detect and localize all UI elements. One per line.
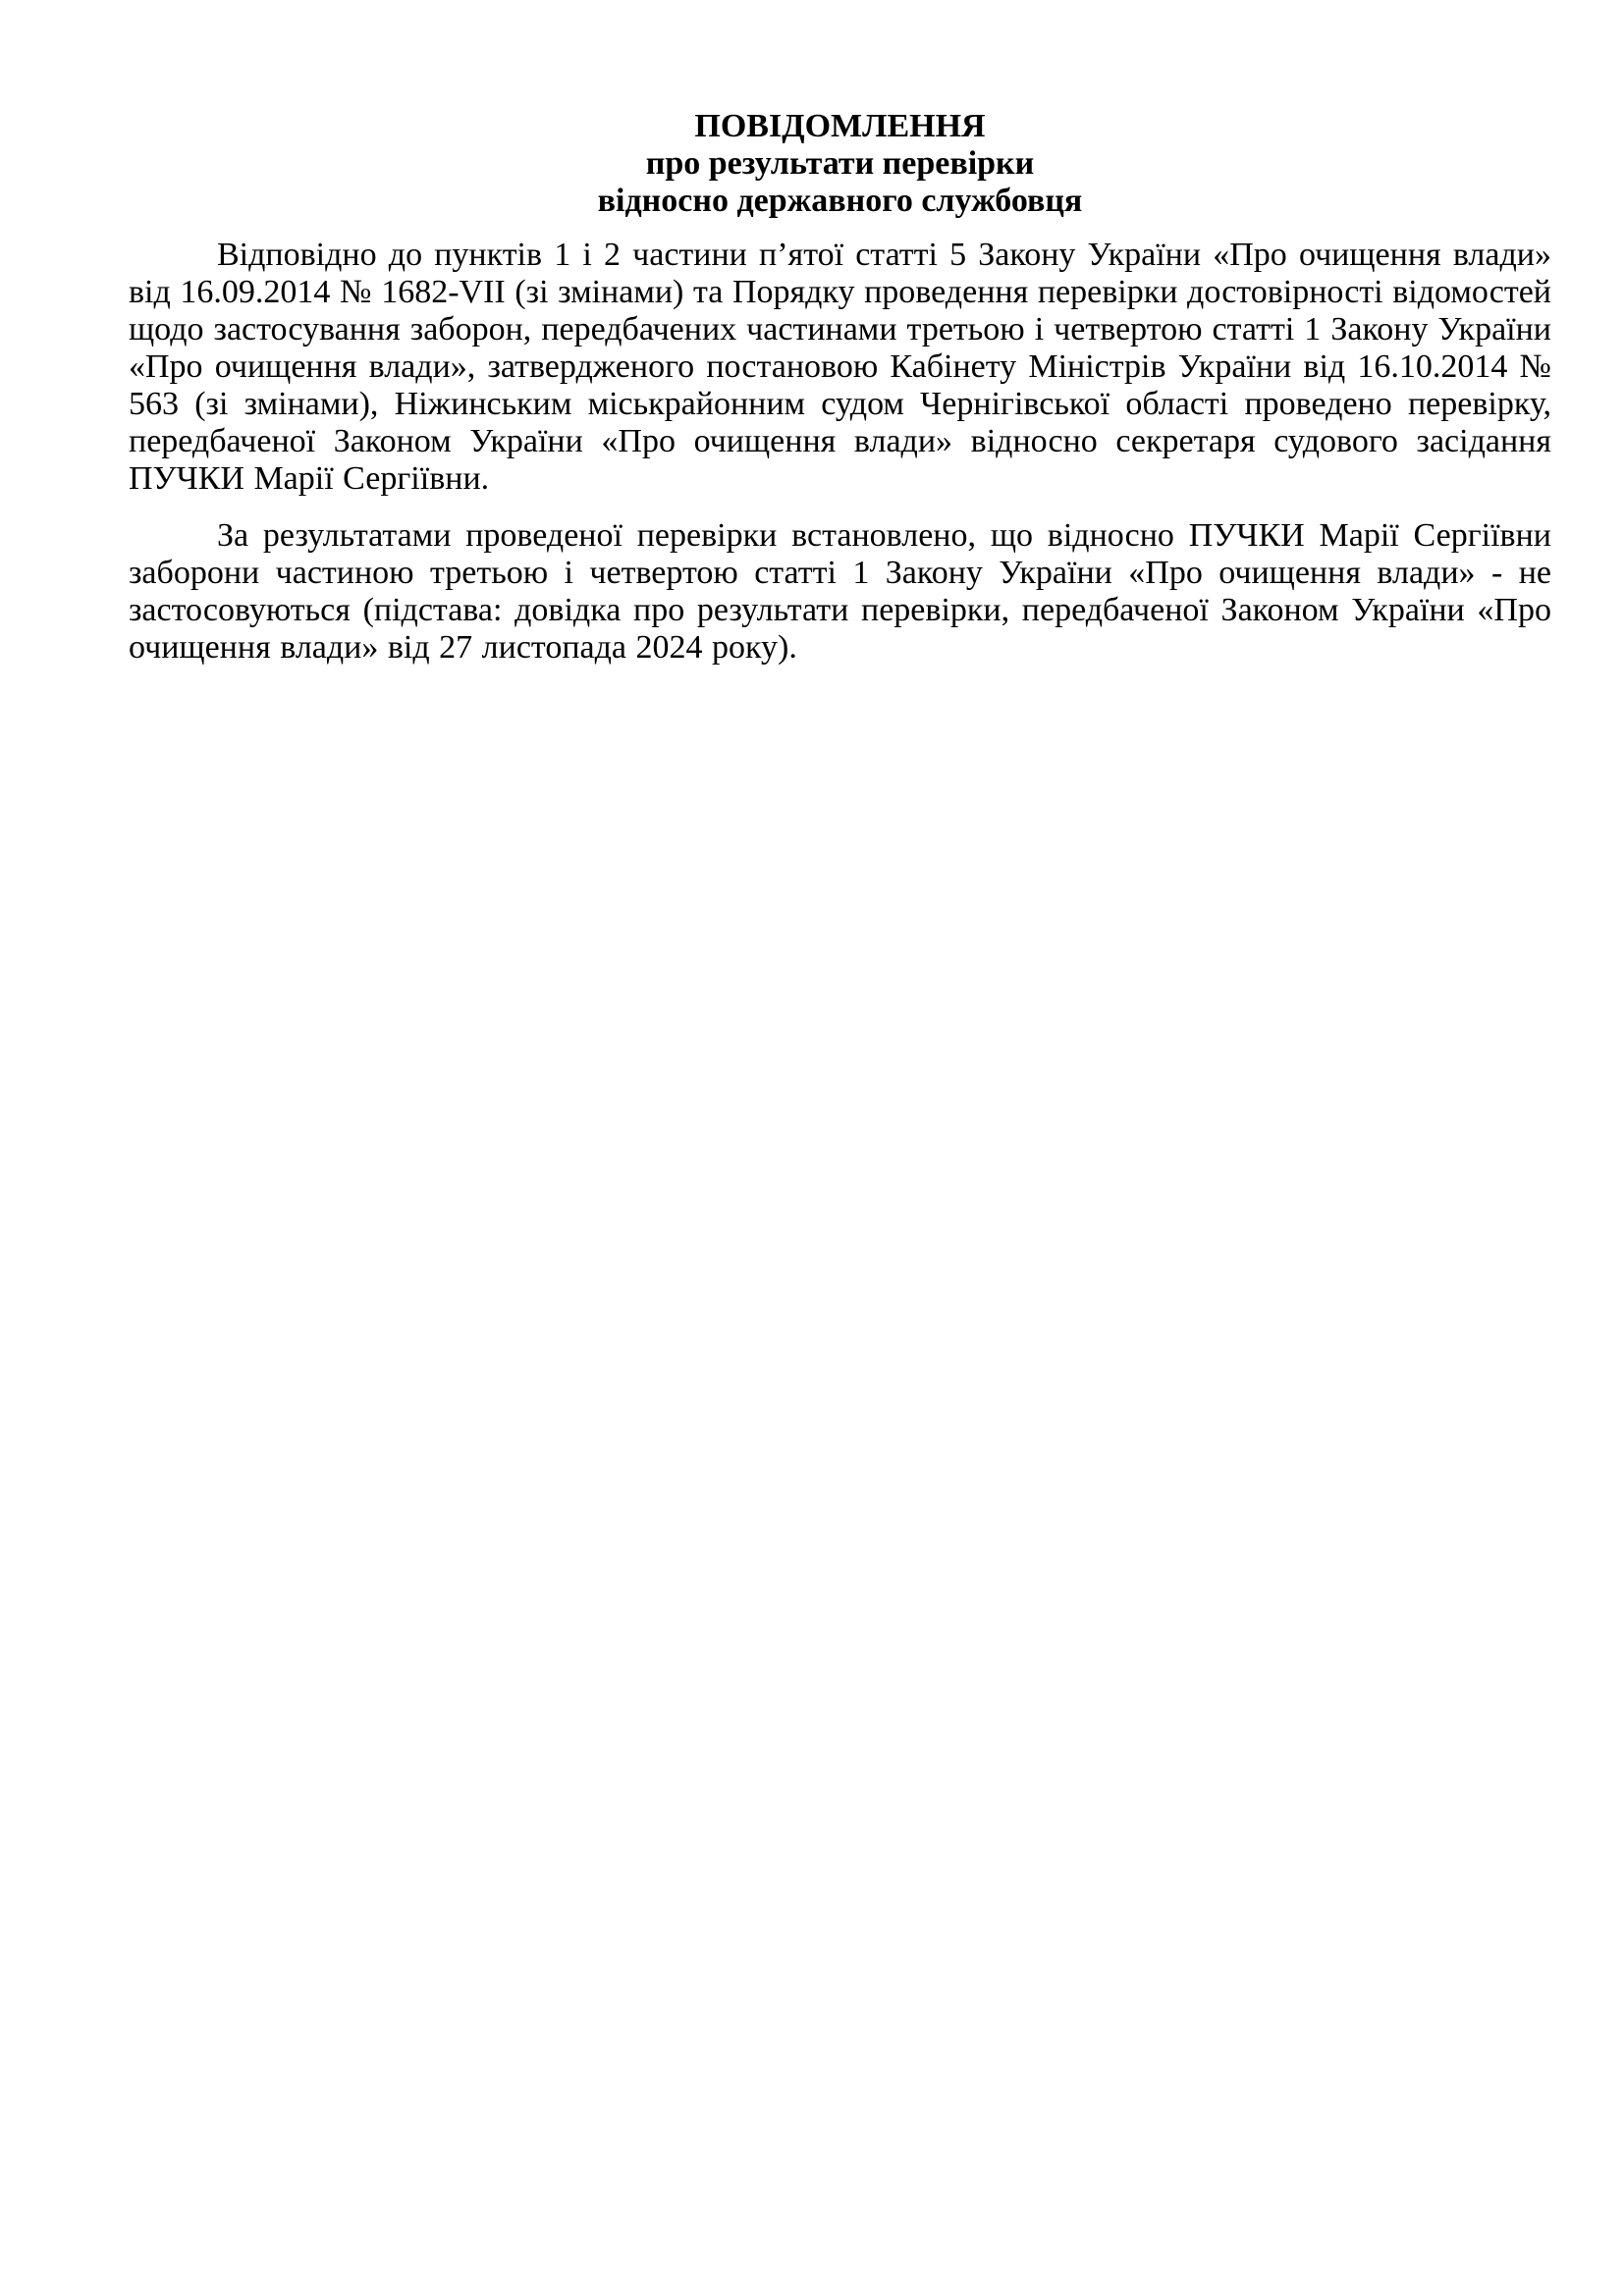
document-subtitle-line-1: про результати перевірки bbox=[645, 145, 1035, 182]
document-title: ПОВІДОМЛЕННЯ bbox=[694, 108, 986, 144]
document-subtitle-line-2: відносно державного службовця bbox=[597, 183, 1083, 219]
paragraph-verification-basis: Відповідно до пунктів 1 і 2 частини п’ятої статті 5 Закону України «Про очищення влади» від 16.09.2014 № 1682-VII (зі змінами) та Порядку проведення перевірки достовірності відомостей щодо застосування заборон, передбачених частинами третьою і четвертою статті 1 Закону України «Про очищення влади», затвердженого постановою Кабінету Міністрів України від 16.10.2014 № 563 (зі змінами), Ніжинським міськрайонним судом Чернігівської області проведено перевірку, передбаченої Законом України «Про очищення влади» відносно секретаря судового засідання ПУЧКИ Марії Сергіївни. bbox=[129, 237, 1551, 497]
paragraph-verification-result: За результатами проведеної перевірки встановлено, що відносно ПУЧКИ Марії Сергіївни заборони частиною третьою і четвертою статті 1 Закону України «Про очищення влади» - не застосовуються (підстава: довідка про результати перевірки, передбаченої Законом України «Про очищення влади» від 27 листопада 2024 року). bbox=[129, 517, 1551, 666]
